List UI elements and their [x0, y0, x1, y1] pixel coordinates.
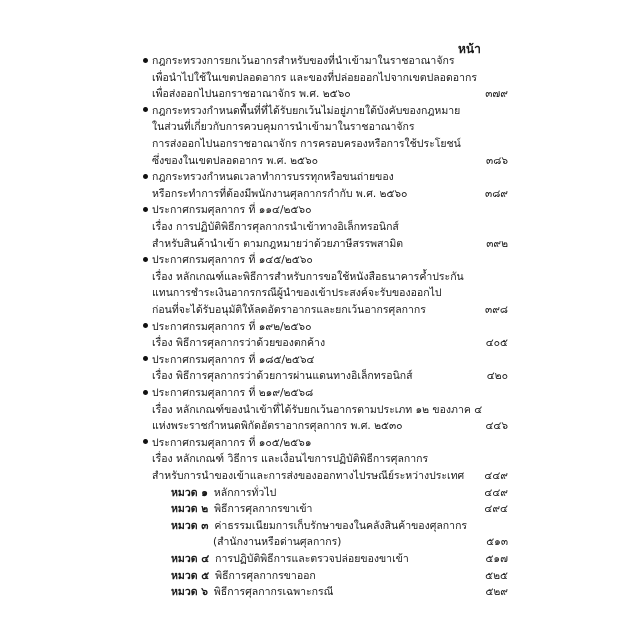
entry-line [152, 403, 482, 417]
entry-page-number: ๓๗๙ [485, 88, 508, 101]
entry-line [152, 71, 477, 85]
bullet-icon [143, 58, 148, 63]
entry-line [152, 187, 407, 201]
section-line [171, 486, 276, 500]
entry-page-number: ๔๔๖ [485, 420, 508, 433]
entry-page-number: ๔๐๕ [485, 337, 508, 350]
bullet-icon [143, 257, 148, 262]
entry-title [143, 203, 311, 217]
entry-page-number: ๓๙๘ [485, 304, 508, 316]
section-title: พิธีการศุลกากรขาเข้า [214, 503, 313, 516]
entry-text: ประกาศกรมศุลกากร ที่ ๑๘๕/๒๕๖๔ [152, 353, 315, 366]
entry-text: หรือกระทำการที่ต้องมีพนักงานศุลกากรกำกับ พ.ศ. ๒๕๖๐ [152, 187, 408, 200]
section-title: พิธีการศุลกากรเฉพาะกรณี [213, 586, 334, 599]
entry-text: เรื่อง หลักเกณฑ์และพิธีการสำหรับการขอใช้หนังสือธนาคารค้ำประกัน [152, 270, 464, 283]
section-line [171, 502, 312, 516]
section-title: การปฏิบัติพิธีการและตรวจปล่อยของขาเข้า [215, 553, 409, 565]
entry-title [143, 386, 313, 400]
section-line [171, 519, 467, 533]
entry-text: เรื่อง หลักเกณฑ์ วิธีการ และเงื่อนไขการปฏิบัติพิธีการศุลกากร [152, 453, 429, 466]
entry-line [152, 137, 461, 151]
entry-text: แห่งพระราชกำหนดพิกัดอัตราอากรศุลกากร พ.ศ. ๒๕๓๐ [152, 420, 403, 433]
bullet-icon [143, 107, 148, 112]
section-page-number: ๕๑๗ [485, 553, 508, 565]
entry-line [152, 303, 426, 317]
section-line [171, 552, 409, 566]
entry-line [152, 452, 428, 466]
entry-line [152, 336, 325, 350]
entry-text: เรื่อง หลักเกณฑ์ของนำเข้าที่ได้รับยกเว้นอากรตามประเภท ๑๒ ของภาค ๔ [152, 403, 483, 416]
entry-line [152, 120, 415, 134]
entry-text: ก่อนที่จะได้รับอนุมัติให้ลดอัตราอากรและยกเว้นอากรศุลกากร [152, 304, 426, 316]
entry-line [152, 220, 399, 234]
section-title-line2: (สำนักงานหรือด่านศุลกากร) [213, 536, 342, 549]
entry-text: เรื่อง การปฏิบัติพิธีการศุลกากรนำเข้าทางอิเล็กทรอนิกส์ [152, 221, 399, 233]
entry-page-number: ๔๒๐ [486, 370, 508, 383]
bullet-icon [143, 356, 148, 361]
entry-text: กฎกระทรวงกำหนดเวลาทำการบรรทุกหรือขนถ่ายของ [152, 171, 394, 184]
entry-text: เพื่อนำไปใช้ในเขตปลอดอากร และของที่ปล่อยออกไปจากเขตปลอดอากร [152, 71, 478, 84]
entry-line [152, 270, 464, 284]
section-line [171, 569, 316, 583]
entry-line [152, 469, 464, 483]
page-column-header: หน้า [458, 42, 481, 56]
entry-title [143, 353, 314, 367]
entry-line [152, 237, 403, 251]
section-title: หลักการทั่วไป [213, 486, 277, 499]
section-title: ค่าธรรมเนียมการเก็บรักษาของในคลังสินค้าของศุลกากร [214, 519, 468, 532]
entry-text: แทนการชำระเงินอากรกรณีผู้นำของเข้าประสงค์จะรับของออกไป [152, 287, 442, 300]
entry-text: สำหรับสินค้านำเข้า ตามกฎหมายว่าด้วยภาษีสรรพสามิต [152, 237, 404, 250]
entry-text: ซึ่งของในเขตปลอดอากร พ.ศ. ๒๕๖๐ [152, 154, 319, 167]
section-label: หมวด ๕ [171, 569, 210, 582]
bullet-icon [143, 323, 148, 328]
section-page-number: ๔๙๔ [484, 503, 508, 516]
entry-title [143, 170, 394, 184]
entry-title [143, 54, 454, 68]
bullet-icon [143, 174, 148, 179]
section-label: หมวด ๒ [171, 503, 209, 516]
entry-text: กฎกระทรวงการยกเว้นอากรสำหรับของที่นำเข้ามาในราชอาณาจักร [152, 55, 455, 67]
entry-text: สำหรับการนำของเข้าและการส่งของออกทางไปรษณีย์ระหว่างประเทศ [152, 470, 465, 482]
entry-text: ประกาศกรมศุลกากร ที่ ๑๙๒/๒๕๖๐ [152, 320, 312, 333]
entry-page-number: ๓๘๙ [485, 187, 508, 200]
entry-text: ประกาศกรมศุลกากร ที่ ๑๐๕/๒๕๖๑ [152, 436, 312, 449]
entry-page-number: ๓๙๒ [486, 237, 508, 250]
entry-text: ประกาศกรมศุลกากร ที่ ๑๔๕/๒๕๖๐ [152, 254, 313, 267]
section-label: หมวด ๑ [171, 486, 208, 499]
section-label: หมวด ๖ [171, 586, 208, 599]
section-label: หมวด ๔ [171, 553, 210, 565]
entry-text: เรื่อง พิธีการศุลกากรว่าด้วยการผ่านแดนทางอิเล็กทรอนิกส์ [152, 370, 413, 383]
section-label: หมวด ๓ [171, 519, 209, 532]
entry-title [143, 320, 311, 334]
entry-text: กฎกระทรวงกำหนดพื้นที่ที่ได้รับยกเว้นไม่อยู่ภายใต้บังคับของกฎหมาย [152, 104, 461, 117]
entry-title [143, 253, 313, 267]
entry-title [143, 436, 311, 450]
bullet-icon [143, 390, 148, 395]
entry-line [152, 369, 413, 383]
entry-line [152, 154, 318, 168]
entry-text: การส่งออกไปนอกราชอาณาจักร การครอบครองหรือการใช้ประโยชน์ [152, 138, 461, 150]
section-line [171, 585, 333, 599]
section-page-number: ๕๒๙ [485, 586, 508, 599]
entry-title [143, 104, 460, 118]
section-title: พิธีการศุลกากรขาออก [215, 569, 316, 582]
entry-line [152, 87, 351, 101]
entry-text: ประกาศกรมศุลกากร ที่ ๑๑๔/๒๕๖๐ [152, 204, 312, 217]
entry-text: เพื่อส่งออกไปนอกราชอาณาจักร พ.ศ. ๒๕๖๐ [152, 88, 351, 101]
bullet-icon [143, 439, 148, 444]
entry-page-number: ๔๔๙ [484, 470, 508, 482]
section-page-number: ๔๔๙ [484, 486, 508, 499]
entry-text: ประกาศกรมศุลกากร ที่ ๒๑๙/๒๕๖๘ [152, 387, 314, 399]
bullet-icon [143, 207, 148, 212]
section-page-number: ๕๒๕ [485, 569, 508, 582]
entry-text: ในส่วนที่เกี่ยวกับการควบคุมการนำเข้ามาในราชอาณาจักร [152, 121, 415, 134]
entry-line [152, 286, 442, 300]
entry-text: เรื่อง พิธีการศุลกากรว่าด้วยของตกค้าง [152, 337, 326, 350]
entry-page-number: ๓๘๖ [486, 154, 508, 167]
section-page-number: ๕๑๓ [486, 536, 508, 549]
entry-line [152, 419, 403, 433]
